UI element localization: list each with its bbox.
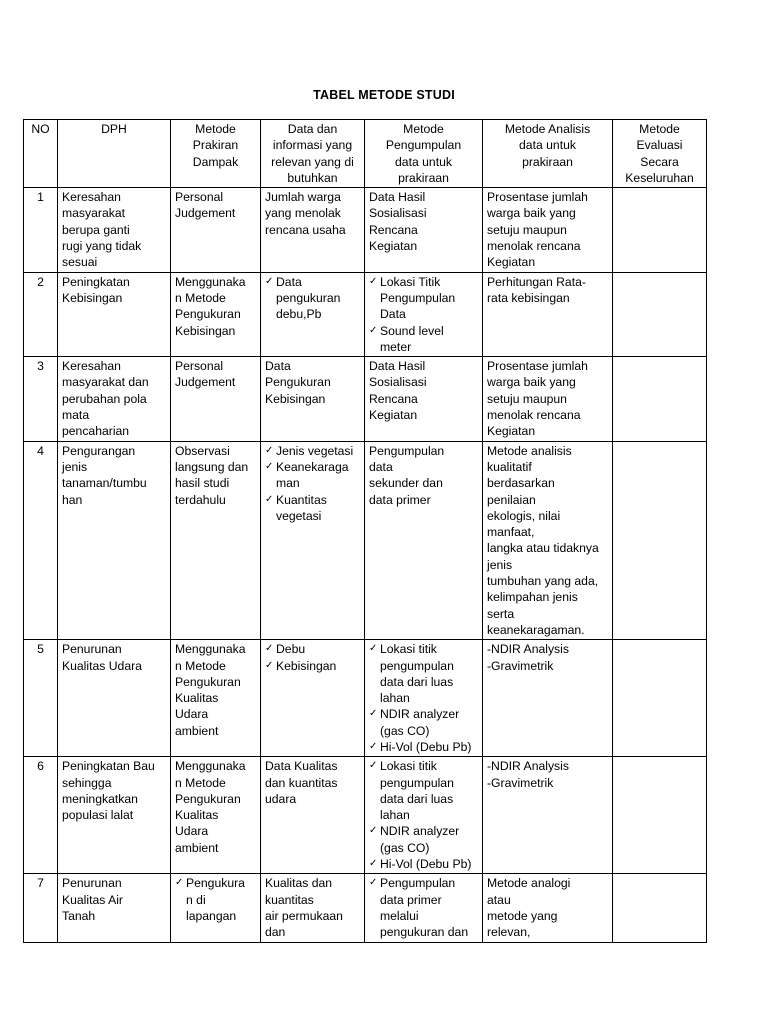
checkmark-icon: ✓ — [369, 858, 378, 870]
checklist-text-line: debu,Pb — [276, 307, 322, 322]
cell-text-line: masyarakat dan — [62, 375, 149, 390]
cell-text-line: manfaat, — [487, 525, 535, 540]
cell-metode-prakiran — [171, 874, 261, 942]
header-text-line: Metode — [403, 122, 444, 136]
cell-text-line: Pengurangan — [62, 443, 136, 458]
checklist-text-line: data dari luas — [380, 674, 454, 689]
checkmark-icon: ✓ — [265, 460, 274, 472]
cell-data-informasi — [261, 188, 365, 272]
cell-text-line: rugi yang tidak — [62, 239, 142, 254]
cell-text-line: Prosentase jumlah — [487, 359, 588, 374]
cell-text-line: Observasi — [175, 443, 230, 458]
cell-metode-prakiran — [171, 640, 261, 757]
cell-text-line: -Gravimetrik — [487, 775, 554, 790]
cell-metode-analisis — [483, 441, 613, 640]
checklist — [369, 274, 478, 355]
cell-text-line: -NDIR Analysis — [487, 642, 569, 657]
cell-text-line: menolak rencana — [487, 239, 581, 254]
cell-no: 3 — [24, 357, 58, 441]
cell-dph — [58, 874, 171, 942]
cell-text-line: kualitatif — [487, 459, 532, 474]
checklist-item — [265, 274, 360, 323]
checklist-text-line: Lokasi titik — [380, 642, 437, 657]
checklist-text-line: lahan — [380, 808, 410, 823]
cell-text-line: han — [62, 492, 83, 507]
cell-text-line: jenis — [62, 459, 88, 474]
cell-text-line: setuju maupun — [487, 391, 567, 406]
checklist-text-line: pengukuran dan — [380, 925, 469, 940]
cell-text-line: pencaharian — [62, 424, 130, 439]
header-text-line: Metode Analisis — [504, 122, 591, 136]
checklist-item — [175, 875, 256, 924]
header-text-line: Dampak — [192, 154, 239, 169]
checklist-text-line: pengumpulan — [380, 775, 454, 790]
checklist-text-line: Kebisingan — [276, 658, 337, 673]
cell-text-line: masyarakat — [62, 206, 125, 221]
cell-text-line: hasil studi — [175, 476, 230, 491]
checklist-text-line: pengukuran — [276, 290, 341, 305]
cell-text-line: air permukaan — [265, 908, 343, 923]
cell-text-line: yang menolak — [265, 206, 341, 221]
cell-text-line: Rencana — [369, 222, 418, 237]
checklist-item — [369, 274, 478, 323]
cell-text-line: Metode analisis — [487, 443, 572, 458]
checklist-text-line: Data — [276, 274, 302, 289]
cell-text-line: Judgement — [175, 375, 236, 390]
cell-metode-pengumpulan — [365, 640, 483, 757]
checklist-text-line: data dari luas — [380, 791, 454, 806]
checkmark-icon: ✓ — [369, 275, 378, 287]
checklist-text-line: Jenis vegetasi — [276, 443, 354, 458]
header-text-line: Secara — [640, 154, 679, 169]
cell-metode-analisis — [483, 188, 613, 272]
cell-text-line: Pengumpulan — [369, 443, 445, 458]
cell-metode-pengumpulan — [365, 441, 483, 640]
checklist-text-line: Kuantitas — [276, 492, 327, 507]
checklist-item — [265, 641, 360, 657]
checkmark-icon: ✓ — [369, 760, 378, 772]
cell-no: 4 — [24, 441, 58, 640]
cell-text-line: Rencana — [369, 391, 418, 406]
table-row — [24, 188, 707, 272]
cell-text-line: ekologis, nilai — [487, 508, 561, 523]
cell-text-line: rencana usaha — [265, 222, 346, 237]
checkmark-icon: ✓ — [369, 643, 378, 655]
cell-text-line: Sosialisasi — [369, 206, 427, 221]
cell-text-line: Perhitungan Rata- — [487, 274, 586, 289]
checkmark-icon: ✓ — [369, 708, 378, 720]
cell-dph — [58, 441, 171, 640]
table-row — [24, 874, 707, 942]
checklist-text-line: n di — [186, 892, 206, 907]
header-text-line: data untuk — [519, 138, 576, 153]
cell-no: 1 — [24, 188, 58, 272]
cell-text-line: meningkatkan — [62, 791, 138, 806]
cell-dph — [58, 640, 171, 757]
checklist-item — [265, 443, 360, 459]
cell-text-line: tumbuhan yang ada, — [487, 574, 599, 589]
checkmark-icon: ✓ — [265, 659, 274, 671]
cell-data-informasi — [261, 272, 365, 356]
cell-text-line: Menggunaka — [175, 642, 246, 657]
checkmark-icon: ✓ — [369, 324, 378, 336]
checklist-item — [369, 856, 478, 872]
cell-metode-pengumpulan — [365, 272, 483, 356]
checklist-item — [265, 658, 360, 674]
cell-metode-pengumpulan — [365, 757, 483, 874]
checklist-text-line: Pengumpulan — [380, 876, 456, 891]
cell-text-line: berdasarkan — [487, 476, 555, 491]
cell-text-line: Keresahan — [62, 190, 121, 205]
checklist — [369, 641, 478, 755]
checkmark-icon: ✓ — [369, 825, 378, 837]
cell-no: 7 — [24, 874, 58, 942]
cell-text-line: dan — [265, 925, 286, 940]
checkmark-icon: ✓ — [265, 643, 274, 655]
cell-metode-prakiran — [171, 272, 261, 356]
checkmark-icon: ✓ — [369, 877, 378, 889]
cell-text-line: Kegiatan — [487, 424, 536, 439]
cell-text-line: Pengukuran — [175, 674, 241, 689]
cell-dph — [58, 272, 171, 356]
header-text-line: Metode — [639, 122, 680, 136]
cell-text-line: langsung dan — [175, 459, 249, 474]
cell-data-informasi — [261, 441, 365, 640]
header-text-line: butuhkan — [287, 170, 338, 185]
checklist — [265, 274, 360, 323]
cell-text-line: kuantitas — [265, 892, 314, 907]
cell-metode-analisis — [483, 640, 613, 757]
cell-text-line: Data — [265, 359, 291, 374]
cell-text-line: -Gravimetrik — [487, 658, 554, 673]
header-metode-evaluasi — [613, 120, 707, 188]
checklist-text-line: Sound level — [380, 323, 444, 338]
cell-data-informasi — [261, 640, 365, 757]
cell-text-line: dan kuantitas — [265, 775, 338, 790]
cell-no: 2 — [24, 272, 58, 356]
cell-text-line: Kebisingan — [175, 323, 236, 338]
cell-text-line: menolak rencana — [487, 408, 581, 423]
cell-text-line: Jumlah warga — [265, 190, 341, 205]
checklist-text-line: Data — [380, 307, 406, 322]
cell-text-line: Keresahan — [62, 359, 121, 374]
table-row — [24, 357, 707, 441]
header-text-line: Keseluruhan — [625, 170, 694, 185]
cell-metode-analisis — [483, 357, 613, 441]
checklist-text-line: Hi-Vol (Debu Pb) — [380, 857, 472, 872]
checkmark-icon: ✓ — [265, 444, 274, 456]
checkmark-icon: ✓ — [369, 740, 378, 752]
header-metode-prakiran — [171, 120, 261, 188]
cell-text-line: Penurunan — [62, 642, 122, 657]
checklist-item — [369, 706, 478, 739]
cell-text-line: Penurunan — [62, 876, 122, 891]
checklist-item — [369, 758, 478, 823]
cell-no: 5 — [24, 640, 58, 757]
cell-text-line: Pengukuran — [175, 791, 241, 806]
cell-dph — [58, 188, 171, 272]
cell-text-line: rata kebisingan — [487, 290, 570, 305]
checklist-text-line: Hi-Vol (Debu Pb) — [380, 739, 472, 754]
checklist-item — [369, 739, 478, 755]
cell-text-line: data primer — [369, 492, 431, 507]
checklist-text-line: meter — [380, 339, 412, 354]
header-text-line: Prakiran — [192, 138, 239, 153]
cell-text-line: berupa ganti — [62, 222, 130, 237]
checklist-text-line: melalui — [380, 908, 419, 923]
header-text-line: data untuk — [395, 154, 452, 169]
cell-metode-prakiran — [171, 757, 261, 874]
header-text-line: Pengumpulan — [385, 138, 462, 153]
cell-data-informasi — [261, 357, 365, 441]
cell-metode-evaluasi — [613, 357, 707, 441]
checklist-text-line: man — [276, 476, 300, 491]
cell-metode-pengumpulan — [365, 357, 483, 441]
checklist-text-line: Pengumpulan — [380, 290, 456, 305]
header-metode-pengumpulan — [365, 120, 483, 188]
header-text-line: DPH — [101, 122, 127, 136]
cell-text-line: Sosialisasi — [369, 375, 427, 390]
cell-dph — [58, 357, 171, 441]
header-text-line: informasi yang — [272, 138, 353, 153]
table-body — [24, 188, 707, 942]
cell-metode-evaluasi — [613, 441, 707, 640]
header-text-line: relevan yang di — [271, 154, 354, 169]
cell-text-line: Kebisingan — [62, 290, 123, 305]
header-data-informasi — [261, 120, 365, 188]
cell-text-line: Kegiatan — [369, 408, 418, 423]
cell-text-line: Udara — [175, 824, 209, 839]
cell-metode-evaluasi — [613, 188, 707, 272]
cell-metode-prakiran — [171, 188, 261, 272]
cell-metode-pengumpulan — [365, 188, 483, 272]
cell-text-line: atau — [487, 892, 511, 907]
cell-text-line: Personal — [175, 359, 224, 374]
cell-text-line: warga baik yang — [487, 375, 576, 390]
cell-text-line: n Metode — [175, 658, 226, 673]
checklist — [265, 641, 360, 674]
cell-metode-analisis — [483, 874, 613, 942]
checklist-text-line: vegetasi — [276, 508, 322, 523]
header-no — [24, 120, 58, 188]
checklist-text-line: Pengukura — [186, 876, 245, 891]
cell-text-line: Data Hasil — [369, 359, 426, 374]
checklist-item — [369, 641, 478, 706]
metode-studi-table — [23, 119, 707, 943]
cell-metode-evaluasi — [613, 272, 707, 356]
cell-text-line: Kualitas Air — [62, 892, 123, 907]
cell-text-line: sehingga — [62, 775, 112, 790]
cell-text-line: Kegiatan — [369, 239, 418, 254]
checklist-item — [369, 323, 478, 356]
cell-text-line: sesuai — [62, 255, 98, 270]
cell-text-line: udara — [265, 791, 297, 806]
cell-metode-analisis — [483, 272, 613, 356]
cell-metode-evaluasi — [613, 757, 707, 874]
checklist-text-line: lahan — [380, 691, 410, 706]
header-text-line: NO — [31, 122, 50, 136]
cell-text-line: Personal — [175, 190, 224, 205]
cell-text-line: perubahan pola — [62, 391, 147, 406]
cell-text-line: kelimpahan jenis — [487, 590, 578, 605]
checklist — [369, 875, 478, 940]
cell-text-line: warga baik yang — [487, 206, 576, 221]
cell-text-line: jenis — [487, 557, 513, 572]
header-text-line: Metode — [195, 122, 236, 136]
cell-text-line: Metode analogi — [487, 876, 571, 891]
cell-text-line: Pengukuran — [265, 375, 331, 390]
cell-text-line: Kualitas — [175, 691, 219, 706]
cell-text-line: Menggunaka — [175, 274, 246, 289]
cell-metode-analisis — [483, 757, 613, 874]
checklist-text-line: Lokasi titik — [380, 759, 437, 774]
cell-text-line: setuju maupun — [487, 222, 567, 237]
cell-text-line: Data Hasil — [369, 190, 426, 205]
page-title: TABEL METODE STUDI — [313, 88, 455, 102]
checklist-text-line: data primer — [380, 892, 442, 907]
header-text-line: prakiraan — [522, 154, 573, 169]
checklist-item — [369, 823, 478, 856]
checklist-item — [265, 459, 360, 492]
cell-metode-evaluasi — [613, 640, 707, 757]
checklist-text-line: lapangan — [186, 908, 237, 923]
checklist-text-line: Lokasi Titik — [380, 274, 441, 289]
checklist — [175, 875, 256, 924]
table-row — [24, 640, 707, 757]
cell-text-line: Data Kualitas — [265, 759, 338, 774]
cell-text-line: terdahulu — [175, 492, 226, 507]
cell-text-line: ambient — [175, 840, 219, 855]
checkmark-icon: ✓ — [265, 493, 274, 505]
cell-text-line: Peningkatan — [62, 274, 130, 289]
cell-text-line: Kualitas dan — [265, 876, 333, 891]
cell-text-line: Judgement — [175, 206, 236, 221]
cell-text-line: -NDIR Analysis — [487, 759, 569, 774]
cell-text-line: relevan, — [487, 925, 531, 940]
checklist-text-line: (gas CO) — [380, 723, 430, 738]
cell-no: 6 — [24, 757, 58, 874]
header-dph — [58, 120, 171, 188]
cell-text-line: mata — [62, 408, 90, 423]
checklist-text-line: NDIR analyzer — [380, 707, 460, 722]
cell-text-line: serta — [487, 606, 515, 621]
checklist-item — [369, 875, 478, 940]
cell-data-informasi — [261, 874, 365, 942]
cell-text-line: n Metode — [175, 290, 226, 305]
header-metode-analisis — [483, 120, 613, 188]
table-row — [24, 441, 707, 640]
cell-text-line: keanekaragaman. — [487, 622, 585, 637]
cell-text-line: Pengukuran — [175, 307, 241, 322]
cell-metode-prakiran — [171, 357, 261, 441]
cell-text-line: metode yang — [487, 908, 558, 923]
checklist-text-line: Debu — [276, 642, 306, 657]
checkmark-icon: ✓ — [265, 275, 274, 287]
header-text-line: prakiraan — [398, 170, 449, 185]
cell-text-line: Prosentase jumlah — [487, 190, 588, 205]
cell-metode-prakiran — [171, 441, 261, 640]
cell-text-line: penilaian — [487, 492, 536, 507]
cell-text-line: Kualitas Udara — [62, 658, 142, 673]
cell-text-line: data — [369, 459, 393, 474]
cell-text-line: langka atau tidaknya — [487, 541, 599, 556]
header-text-line: Evaluasi — [636, 138, 683, 153]
cell-metode-evaluasi — [613, 874, 707, 942]
checklist-text-line: pengumpulan — [380, 658, 454, 673]
checklist-text-line: (gas CO) — [380, 840, 430, 855]
cell-text-line: Kualitas — [175, 808, 219, 823]
checklist — [369, 758, 478, 872]
cell-data-informasi — [261, 757, 365, 874]
checklist-item — [265, 492, 360, 525]
cell-dph — [58, 757, 171, 874]
checklist-text-line: NDIR analyzer — [380, 824, 460, 839]
cell-text-line: tanaman/tumbu — [62, 476, 147, 491]
cell-metode-pengumpulan — [365, 874, 483, 942]
cell-text-line: Menggunaka — [175, 759, 246, 774]
checklist — [265, 443, 360, 524]
table-row — [24, 272, 707, 356]
cell-text-line: sekunder dan — [369, 476, 443, 491]
cell-text-line: n Metode — [175, 775, 226, 790]
cell-text-line: populasi lalat — [62, 808, 134, 823]
cell-text-line: Kebisingan — [265, 391, 326, 406]
table-row — [24, 757, 707, 874]
cell-text-line: Tanah — [62, 908, 96, 923]
checklist-text-line: Keanekaraga — [276, 459, 349, 474]
checkmark-icon: ✓ — [175, 877, 184, 889]
cell-text-line: Kegiatan — [487, 255, 536, 270]
cell-text-line: ambient — [175, 723, 219, 738]
cell-text-line: Peningkatan Bau — [62, 759, 155, 774]
header-text-line: Data dan — [287, 122, 338, 136]
header-row — [24, 120, 707, 188]
cell-text-line: Udara — [175, 707, 209, 722]
